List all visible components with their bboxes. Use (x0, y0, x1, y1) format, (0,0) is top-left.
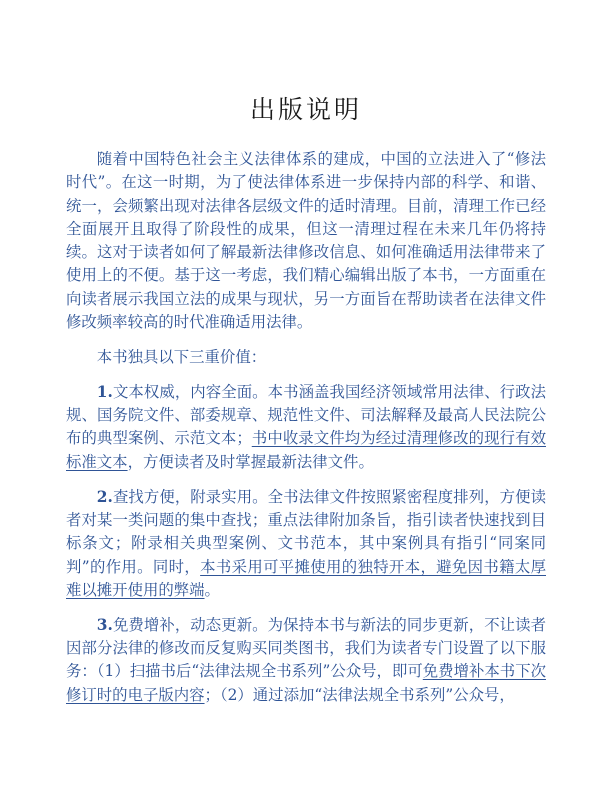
text-segment: 随着中国特色社会主义法律体系的建成，中国的立法进入了“修法时代”。在这一时期，为了使法律体系进一步保持内部的科学、和谐、统一，会频繁出现对法律各层级文件的适时清理。目前，清理工作已经全面展开且取得了阶段性的成果，但这一清理过程在未来几年仍将持续。这对于读者如何了解最新法律修改信息、如何准确适用法律带来了使用上的不便。基于这一考虑，我们精心编辑出版了本书，一方面重在向读者展示我国立法的成果与现状，另一方面旨在帮助读者在法律文件修改频率较高的时代准确适用法律。 (66, 150, 546, 332)
text-segment: 本书独具以下三重价值： (96, 347, 267, 366)
paragraph-5 (66, 614, 546, 707)
text-segment: 查找方便，附录实用。全书法律文件按照紧密程度排列，方便读者对某一类问题的集中查找；重点法律附加条旨，指引读者快速找到目标条文；附录相关典型案例、文书范本，其中案例具有指引“同案同判”的作用。同时， (66, 487, 546, 576)
body-text (66, 148, 546, 707)
text-segment: 免费增补本书下次修订时的电子版内容 (66, 662, 546, 704)
paragraph-4 (66, 486, 546, 602)
text-segment: 文本权威，内容全面。本书涵盖我国经济领域常用法律、行政法规、国务院文件、部委规章、规范性文件、司法解释及最高人民法院公布的典型案例、示范文本； (66, 382, 546, 448)
text-segment: 2. (96, 487, 113, 506)
paragraph-2 (66, 346, 546, 369)
paragraph-1 (66, 148, 546, 334)
text-segment: 1. (96, 382, 113, 401)
text-segment: ，方便读者及时掌握最新法律文件。 (127, 452, 374, 471)
text-segment: ；（2）通过添加“法律法规全书系列”公众号， (204, 685, 515, 704)
paragraph-3 (66, 381, 546, 474)
text-segment: 免费增补，动态更新。为保持本书与新法的同步更新，不让读者因部分法律的修改而反复购买同类图书，我们为读者专门设置了以下服务：（1）扫描书后“法律法规全书系列”公众号，即可 (66, 615, 546, 681)
page-title: 出版说明 (249, 95, 362, 124)
text-segment: 本书采用可平摊使用的独特开本，避免因书籍太厚难以摊开使用的弊端 (66, 557, 546, 599)
text-segment: 。 (204, 580, 220, 599)
text-segment: 书中收录文件均为经过清理修改的现行有效标准文本 (66, 429, 546, 471)
text-segment: 3. (96, 615, 113, 634)
